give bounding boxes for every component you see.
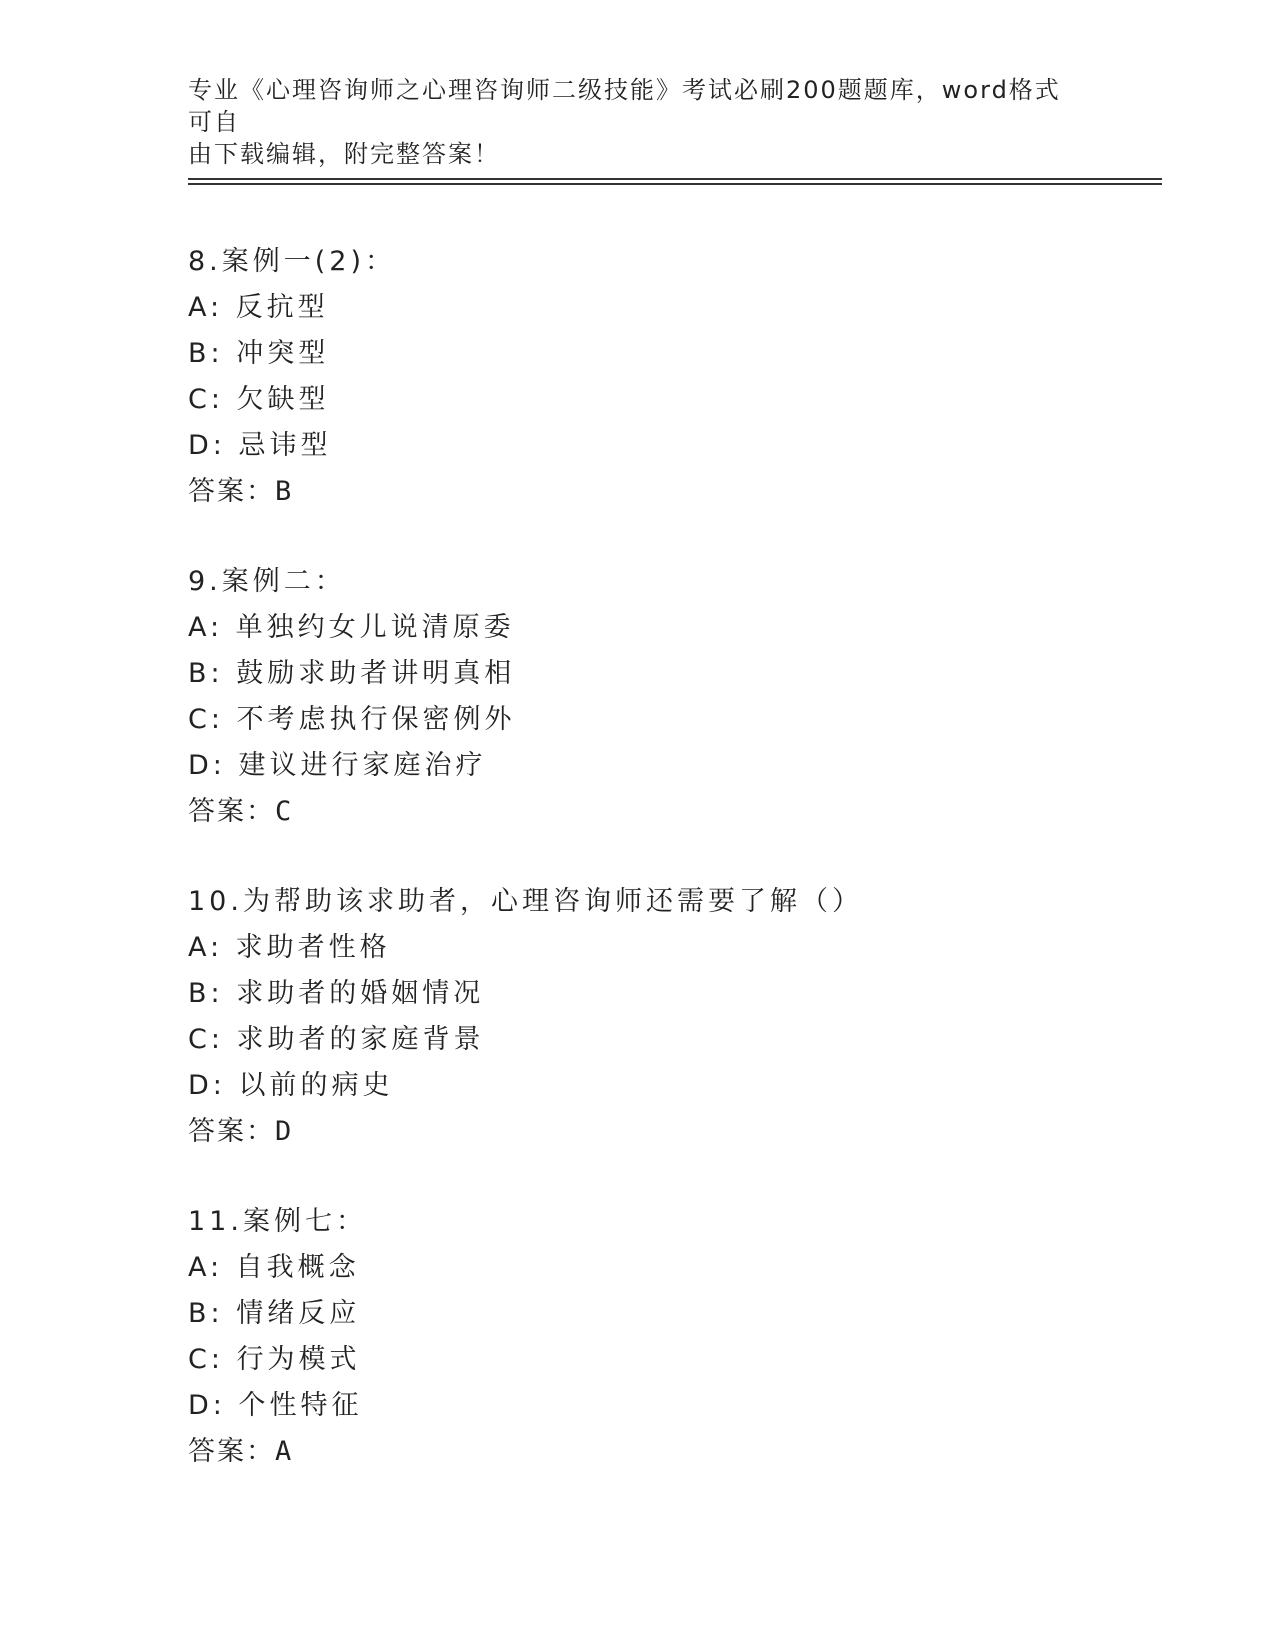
question-title: 11.案例七： xyxy=(188,1206,367,1237)
header-divider-bottom xyxy=(188,183,1162,185)
option-d: D: 个性特征 xyxy=(188,1390,363,1421)
answer-value: A xyxy=(275,1436,293,1467)
option-c: C: 不考虑执行保密例外 xyxy=(188,704,516,735)
option-d: D: 以前的病史 xyxy=(188,1070,394,1101)
option-c: C: 行为模式 xyxy=(188,1344,361,1375)
option-c: C: 欠缺型 xyxy=(188,384,330,415)
option-a: A: 求助者性格 xyxy=(188,932,391,963)
document-header xyxy=(188,74,1068,170)
answer-label: 答案： xyxy=(188,476,275,507)
answer-line xyxy=(188,789,1188,835)
option-c: C: 求助者的家庭背景 xyxy=(188,1024,485,1055)
option-a: A: 自我概念 xyxy=(188,1252,360,1283)
header-divider-top xyxy=(188,178,1162,180)
answer-value: B xyxy=(275,476,293,507)
question-item xyxy=(188,559,1188,835)
answer-line xyxy=(188,1109,1188,1155)
option-d: D: 忌讳型 xyxy=(188,430,332,461)
question-item xyxy=(188,1199,1188,1475)
answer-line xyxy=(188,469,1188,515)
header-line-1: 专业《心理咨询师之心理咨询师二级技能》考试必刷200题题库，word格式可自 xyxy=(188,76,1061,136)
answer-label: 答案： xyxy=(188,1436,275,1467)
question-title: 10.为帮助该求助者，心理咨询师还需要了解（） xyxy=(188,886,863,917)
answer-label: 答案： xyxy=(188,796,275,827)
answer-value: C xyxy=(275,796,293,827)
option-b: B: 情绪反应 xyxy=(188,1298,361,1329)
answer-value: D xyxy=(275,1116,293,1147)
answer-line xyxy=(188,1429,1188,1475)
option-b: B: 鼓励求助者讲明真相 xyxy=(188,658,516,689)
question-title: 9.案例二： xyxy=(188,566,346,597)
option-b: B: 冲突型 xyxy=(188,338,330,369)
question-title: 8.案例一(2)： xyxy=(188,246,397,277)
header-line-2: 由下载编辑，附完整答案！ xyxy=(188,140,500,168)
option-a: A: 反抗型 xyxy=(188,292,329,323)
question-list xyxy=(188,239,1188,1519)
answer-label: 答案： xyxy=(188,1116,275,1147)
question-item xyxy=(188,239,1188,515)
option-a: A: 单独约女儿说清原委 xyxy=(188,612,515,643)
option-b: B: 求助者的婚姻情况 xyxy=(188,978,485,1009)
option-d: D: 建议进行家庭治疗 xyxy=(188,750,487,781)
question-item xyxy=(188,879,1188,1155)
